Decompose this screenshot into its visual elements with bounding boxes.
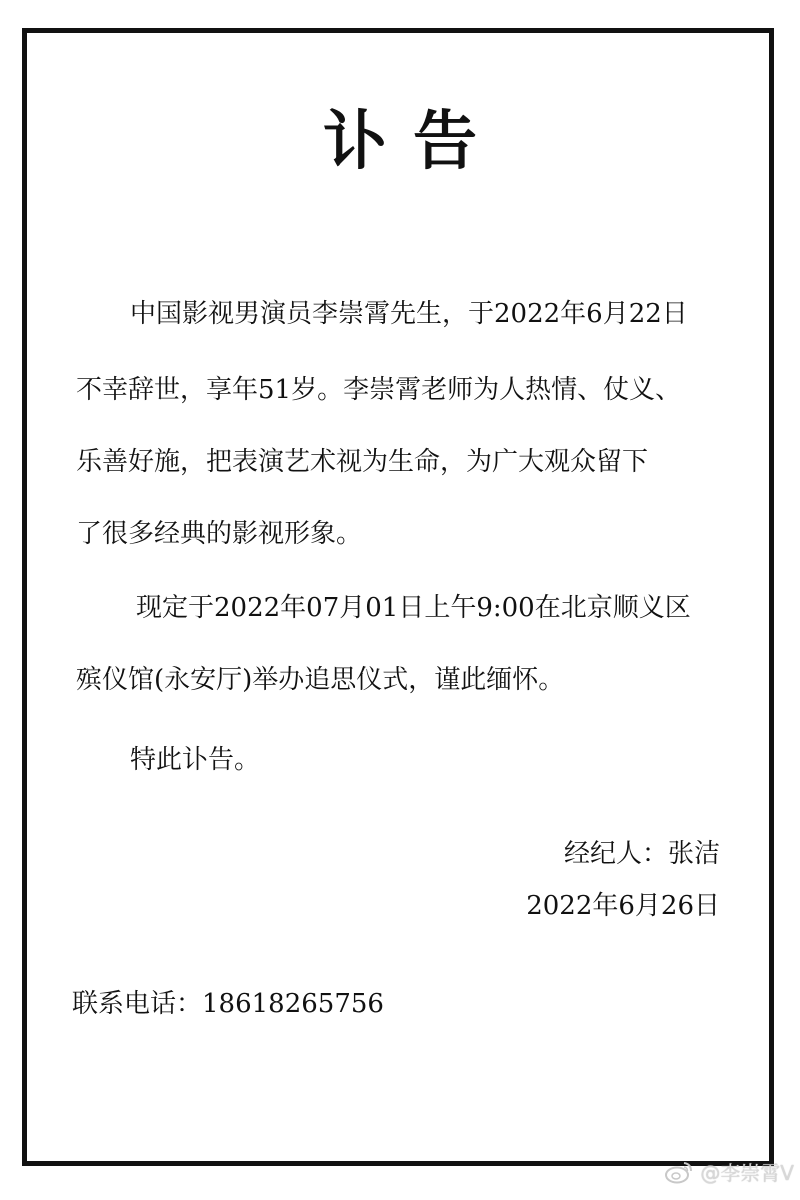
closing-text: 特此讣告。: [130, 745, 261, 775]
paragraph2-line2: 殡仪馆(永安厅)举办追思仪式，谨此缅怀。: [76, 665, 565, 695]
watermark-text: @李崇霄V: [700, 1161, 794, 1185]
paragraph1-line4: 了很多经典的影视形象。: [76, 519, 363, 549]
weibo-icon: [664, 1160, 694, 1184]
paragraph2-line1: 现定于2022年07月01日上午9:00在北京顺义区: [136, 593, 691, 623]
signature: 经纪人：张洁: [563, 839, 720, 869]
notice-date: 2022年6月26日: [526, 891, 720, 921]
notice-title: 讣告: [323, 104, 503, 179]
paragraph1-line3: 乐善好施，把表演艺术视为生命，为广大观众留下: [76, 447, 649, 477]
paragraph1-line1: 中国影视男演员李崇霄先生，于2022年6月22日: [130, 299, 688, 329]
contact-phone: 联系电话：18618265756: [72, 989, 384, 1019]
weibo-watermark: [664, 1157, 794, 1186]
paragraph1-line2: 不幸辞世，享年51岁。李崇霄老师为人热情、仗义、: [76, 375, 682, 405]
